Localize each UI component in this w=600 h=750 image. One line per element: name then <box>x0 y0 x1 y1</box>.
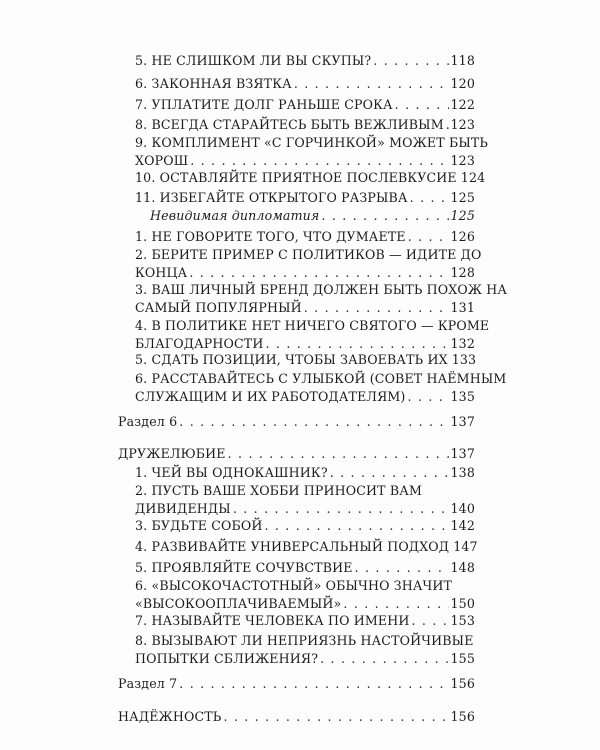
toc-chapter-title: НАДЁЖНОСТЬ <box>118 709 222 724</box>
toc-page-number: 124 <box>460 170 486 185</box>
toc-page-number: 155 <box>450 651 475 666</box>
toc-section-entry <box>118 413 475 431</box>
toc-page-number: 156 <box>450 709 475 724</box>
toc-entry-title: ДИВИДЕНДЫ <box>135 501 231 516</box>
toc-chapter-title: ДРУЖЕЛЮБИЕ <box>118 446 226 461</box>
toc-entry-title: 6. РАССТАВАЙТЕСЬ С УЛЫБКОЙ (СОВЕТ НАЁМНЫМ <box>135 371 507 386</box>
toc-entry-title: 6. ЗАКОННАЯ ВЗЯТКА <box>135 76 292 91</box>
dot-leader <box>330 464 449 482</box>
toc-entry-title: 5. СДАТЬ ПОЗИЦИИ, ЧТОБЫ ЗАВОЕВАТЬ ИХ <box>135 352 448 367</box>
toc-entry <box>135 370 507 406</box>
toc-page-number: 142 <box>450 518 475 533</box>
toc-page-number: 125 <box>450 190 475 205</box>
toc-entry <box>135 52 475 70</box>
dot-leader <box>321 207 448 225</box>
dot-leader <box>304 299 449 317</box>
toc-entry-title: ХОРОШ <box>135 153 189 168</box>
toc-entry-title: 8. ВСЕГДА СТАРАЙТЕСЬ БЫТЬ ВЕЖЛИВЫМ <box>135 117 444 132</box>
toc-entry <box>135 317 490 353</box>
toc-entry <box>135 559 475 577</box>
toc-entry-title: 5. НЕ СЛИШКОМ ЛИ ВЫ СКУПЫ? <box>135 53 372 68</box>
toc-page-number: 148 <box>450 560 475 575</box>
dot-leader <box>412 612 449 630</box>
toc-entry-title: ПОПЫТКИ СБЛИЖЕНИЯ? <box>135 651 319 666</box>
toc-entry <box>135 612 475 630</box>
toc-entry-title: БЛАГОДАРНОСТИ <box>135 336 264 351</box>
dot-leader <box>408 228 449 246</box>
toc-page-number: 123 <box>450 153 475 168</box>
toc-entry <box>135 577 475 613</box>
toc-entry-title: КОНЦА <box>135 265 188 280</box>
toc-entry-title: 8. ВЫЗЫВАЮТ ЛИ НЕПРИЯЗНЬ НАСТОЙЧИВЫЕ <box>135 633 474 648</box>
toc-entry-title: 11. ИЗБЕГАЙТЕ ОТКРЫТОГО РАЗРЫВА <box>135 190 408 205</box>
toc-page-number: 135 <box>450 389 475 404</box>
toc-entry <box>135 632 475 668</box>
toc-page-number: 147 <box>453 539 478 554</box>
toc-entry-title: 9. КОМПЛИМЕНТ «С ГОРЧИНКОЙ» МОЖЕТ БЫТЬ <box>135 135 489 150</box>
toc-entry <box>135 351 475 369</box>
toc-page-number: 122 <box>450 97 475 112</box>
toc-page-number: 123 <box>450 117 475 132</box>
dot-leader <box>190 152 448 170</box>
dot-leader <box>343 595 448 613</box>
toc-page-number: 138 <box>450 465 475 480</box>
toc-section-entry <box>118 675 475 693</box>
dot-leader <box>355 559 449 577</box>
toc-entry <box>135 517 475 535</box>
toc-page-number: 118 <box>450 53 475 68</box>
dot-leader <box>395 96 449 114</box>
toc-entry-title: 4. РАЗВИВАЙТЕ УНИВЕРСАЛЬНЫЙ ПОДХОД <box>135 539 450 554</box>
toc-page-number: 153 <box>450 613 475 628</box>
toc-entry <box>135 482 475 518</box>
toc-entry-title: 7. УПЛАТИТЕ ДОЛГ РАНЬШЕ СРОКА <box>135 97 393 112</box>
toc-entry-title: САМЫЙ ПОПУЛЯРНЫЙ <box>135 300 302 315</box>
toc-entry-title: 6. «ВЫСОКОЧАСТОТНЫЙ» ОБЫЧНО ЗНАЧИТ <box>135 578 453 593</box>
toc-page-number: 140 <box>450 501 475 516</box>
dot-leader <box>179 675 448 693</box>
toc-entry-title: 4. В ПОЛИТИКЕ НЕТ НИЧЕГО СВЯТОГО — КРОМЕ <box>135 318 490 333</box>
toc-section-title: Раздел 6 <box>118 414 178 429</box>
toc-page-number: 150 <box>450 596 475 611</box>
dot-leader <box>446 116 449 134</box>
toc-entry <box>135 169 486 187</box>
toc-page-number: 132 <box>450 336 475 351</box>
dot-leader <box>179 413 448 431</box>
toc-page-number: 137 <box>450 414 475 429</box>
dot-leader <box>320 650 448 668</box>
toc-entry <box>135 116 475 134</box>
toc-entry <box>135 538 478 556</box>
dot-leader <box>233 500 449 518</box>
toc-entry-title: 1. ЧЕЙ ВЫ ОДНОКАШНИК? <box>135 465 328 480</box>
toc-page-number: 156 <box>450 676 475 691</box>
toc-subsection-entry <box>150 207 475 225</box>
toc-entry <box>135 96 475 114</box>
toc-subsection-title: Невидимая дипломатия <box>150 208 320 223</box>
toc-entry-title: 2. БЕРИТЕ ПРИМЕР С ПОЛИТИКОВ — ИДИТЕ ДО <box>135 247 482 262</box>
dot-leader <box>264 517 448 535</box>
toc-entry <box>135 134 489 170</box>
dot-leader <box>408 388 449 406</box>
toc-page-number: 133 <box>451 352 477 367</box>
toc-entry-title: 10. ОСТАВЛЯЙТЕ ПРИЯТНОЕ ПОСЛЕВКУСИЕ <box>135 170 457 185</box>
toc-chapter-entry <box>118 708 475 726</box>
toc-entry <box>135 75 475 93</box>
toc-entry <box>135 189 475 207</box>
toc-entry-title: «ВЫСОКООПЛАЧИВАЕМЫЙ» <box>135 596 342 611</box>
toc-page-number: 120 <box>450 76 475 91</box>
dot-leader <box>228 445 449 463</box>
toc-entry-title: СЛУЖАЩИМ И ИХ РАБОТОДАТЕЛЯМ) <box>135 389 406 404</box>
toc-entry <box>135 281 508 317</box>
dot-leader <box>189 264 448 282</box>
toc-page-number: 128 <box>450 265 475 280</box>
toc-entry <box>135 464 475 482</box>
toc-chapter-entry <box>118 445 475 463</box>
toc-entry-title: 5. ПРОЯВЛЯЙТЕ СОЧУВСТВИЕ <box>135 560 353 575</box>
dot-leader <box>373 52 448 70</box>
toc-entry <box>135 246 482 282</box>
toc-entry-title: 1. НЕ ГОВОРИТЕ ТОГО, ЧТО ДУМАЕТЕ <box>135 229 406 244</box>
dot-leader <box>223 708 448 726</box>
toc-page-number: 137 <box>450 446 475 461</box>
toc-page-number: 125 <box>450 208 475 223</box>
toc-entry <box>135 228 475 246</box>
dot-leader <box>410 189 449 207</box>
toc-entry-title: 2. ПУСТЬ ВАШЕ ХОББИ ПРИНОСИТ ВАМ <box>135 483 423 498</box>
toc-section-title: Раздел 7 <box>118 676 178 691</box>
toc-entry-title: 7. НАЗЫВАЙТЕ ЧЕЛОВЕКА ПО ИМЕНИ <box>135 613 410 628</box>
toc-entry-title: 3. БУДЬТЕ СОБОЙ <box>135 518 263 533</box>
toc-entry-title: 3. ВАШ ЛИЧНЫЙ БРЕНД ДОЛЖЕН БЫТЬ ПОХОЖ НА <box>135 282 508 297</box>
toc-page-number: 131 <box>450 300 475 315</box>
toc-page-number: 126 <box>450 229 475 244</box>
dot-leader <box>294 75 449 93</box>
